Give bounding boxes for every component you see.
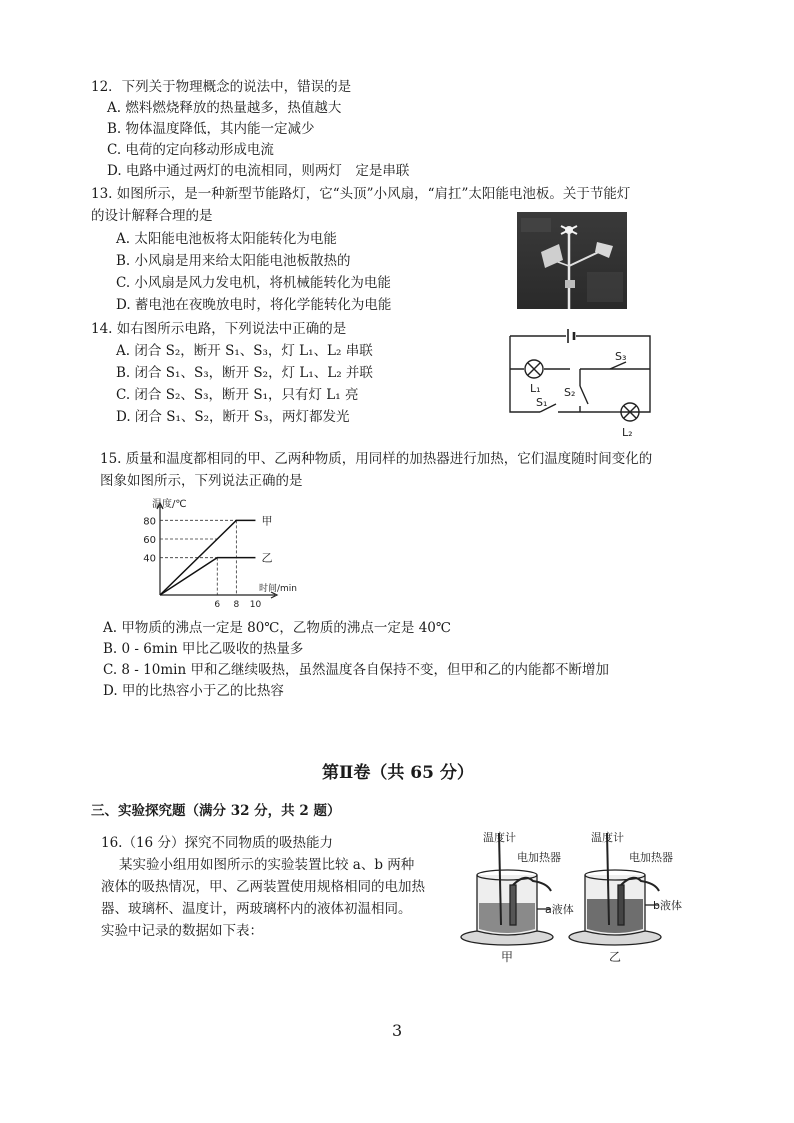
section-3-heading: 三、实验探究题（满分 32 分，共 2 题）	[91, 803, 341, 819]
q16-line3: 液体的吸热情况，甲、乙两装置使用规格相同的电加热	[101, 879, 425, 895]
label-l1: L₁	[530, 382, 541, 395]
q15-option-c: C. 8 - 10min 甲和乙继续吸热，虽然温度各自保持不变，但甲和乙的内能都不断增加	[103, 662, 609, 678]
label-s3: S₃	[615, 350, 627, 363]
q14-option-a: A. 闭合 S₂，断开 S₁、S₃，灯 L₁、L₂ 串联	[116, 343, 373, 359]
q13-option-d: D. 蓄电池在夜晚放电时，将化学能转化为电能	[116, 297, 392, 313]
y-tick-label: 60	[143, 535, 156, 546]
q16-line2: 某实验小组用如图所示的实验装置比较 a、b 两种	[119, 857, 415, 873]
q15-option-b: B. 0 - 6min 甲比乙吸收的热量多	[103, 641, 304, 657]
q15-option-d: D. 甲的比热容小于乙的比热容	[103, 683, 284, 699]
q14-option-c: C. 闭合 S₂、S₃，断开 S₁，只有灯 L₁ 亮	[116, 387, 359, 403]
q13-option-a: A. 太阳能电池板将太阳能转化为电能	[116, 231, 337, 247]
q14-stem: 14. 如右图所示电路，下列说法中正确的是	[91, 321, 347, 337]
q16-line4: 器、玻璃杯、温度计，两玻璃杯内的液体初温相同。	[101, 901, 412, 917]
street-lamp-photo	[517, 212, 627, 309]
liquid-label-b: b液体	[653, 899, 682, 912]
x-axis-label: 时间/min	[259, 584, 298, 594]
label-s1: S₁	[536, 396, 548, 409]
series-label: 乙	[261, 551, 273, 565]
q12-option-a: A. 燃料燃烧释放的热量越多，热值越大	[107, 100, 342, 116]
apparatus-figure	[455, 825, 695, 965]
switch-s2	[580, 386, 588, 404]
liquid-label-a: a液体	[545, 903, 574, 916]
page-number: 3	[392, 1021, 403, 1040]
apparatus-b	[569, 830, 682, 964]
series-label: 甲	[261, 514, 273, 528]
q12-option-d: D. 电路中通过两灯的电流相同，则两灯 定是串联	[107, 163, 410, 179]
part2-title: 第Ⅱ卷（共 65 分）	[322, 763, 474, 783]
x-tick-label: 8	[233, 600, 240, 610]
q16-line1: 16.（16 分）探究不同物质的吸热能力	[101, 835, 333, 851]
temperature-time-chart	[120, 495, 310, 615]
q12-stem: 12．下列关于物理概念的说法中，错误的是	[91, 79, 352, 95]
circuit-diagram	[500, 324, 660, 440]
label-s2: S₂	[564, 386, 576, 399]
q13-option-c: C. 小风扇是风力发电机，将机械能转化为电能	[116, 275, 391, 291]
q14-option-d: D. 闭合 S₁、S₂，断开 S₃，两灯都发光	[116, 409, 350, 425]
x-tick-label: 10	[249, 600, 262, 610]
q15-stem-line2: 图象如图所示，下列说法正确的是	[100, 473, 303, 489]
label-l2: L₂	[622, 426, 633, 439]
heater-label-b: 电加热器	[629, 851, 673, 864]
caption-b: 乙	[609, 950, 622, 964]
y-tick-label: 80	[143, 516, 156, 528]
thermometer-label-a: 温度计	[483, 831, 516, 844]
q16-line5: 实验中记录的数据如下表：	[101, 923, 263, 939]
q13-stem-line2: 的设计解释合理的是	[91, 208, 213, 224]
y-tick-label: 40	[143, 553, 156, 565]
x-tick-label: 6	[214, 600, 221, 610]
series-line-yi	[160, 558, 255, 595]
caption-a: 甲	[501, 950, 514, 964]
thermometer-label-b: 温度计	[591, 831, 624, 844]
q12-option-b: B. 物体温度降低，其内能一定减少	[107, 121, 315, 137]
heater-label-a: 电加热器	[517, 851, 561, 864]
q13-option-b: B. 小风扇是用来给太阳能电池板散热的	[116, 253, 351, 269]
q15-stem-line1: 15. 质量和温度都相同的甲、乙两种物质，用同样的加热器进行加热，它们温度随时间变化的	[100, 451, 653, 467]
q12-option-c: C. 电荷的定向移动形成电流	[107, 142, 274, 158]
y-axis-label: 温度/℃	[152, 499, 187, 510]
q15-option-a: A. 甲物质的沸点一定是 80℃，乙物质的沸点一定是 40℃	[103, 620, 451, 636]
apparatus-a	[461, 830, 574, 964]
q13-stem-line1: 13. 如图所示，是一种新型节能路灯，它“头顶”小风扇，“肩扛”太阳能电池板。关于节能灯	[91, 186, 631, 202]
switch-s3	[610, 362, 626, 369]
q14-option-b: B. 闭合 S₁、S₃，断开 S₂，灯 L₁、L₂ 并联	[116, 365, 373, 381]
